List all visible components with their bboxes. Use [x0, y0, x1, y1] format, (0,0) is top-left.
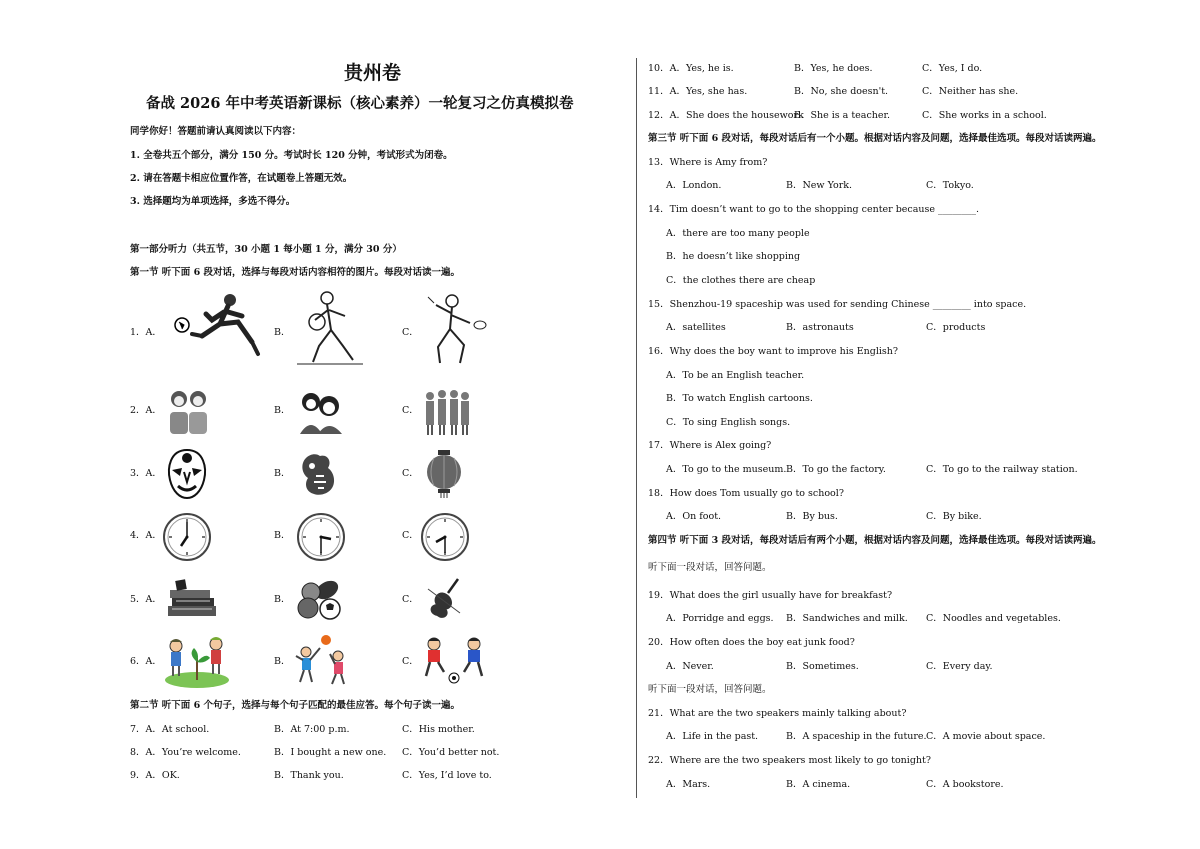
- option-c: C．She works in a school.: [922, 110, 1047, 121]
- option-c: C．To sing English songs.: [666, 417, 791, 428]
- soccer-player-icon: [172, 292, 264, 362]
- page-title: 贵州卷: [344, 62, 402, 84]
- paper-cut-icon: [298, 452, 338, 496]
- option-b: B．Sometimes.: [786, 661, 859, 672]
- balls-icon: [297, 576, 343, 622]
- question-stem: 20．How often does the boy eat junk food?: [648, 637, 855, 648]
- opera-mask-icon: [164, 448, 210, 500]
- question-stem: 14．Tim doesn’t want to go to the shopping center because ________.: [648, 204, 980, 215]
- option-a: A．To be an English teacher.: [666, 370, 805, 381]
- option-a: 8．A．You’re welcome.: [130, 747, 241, 758]
- column-divider: [636, 58, 637, 798]
- question-number: 2．A．: [130, 405, 162, 416]
- option-c: C．Yes, I do.: [922, 63, 983, 74]
- option-a: A．London.: [666, 180, 722, 191]
- lantern-icon: [424, 448, 464, 498]
- option-b: B．A spaceship in the future.: [786, 731, 927, 742]
- option-c: C．Yes, I’d love to.: [402, 770, 492, 781]
- option-c: C．Every day.: [926, 661, 993, 672]
- question-stem: 22．Where are the two speakers most likely to go tonight?: [648, 755, 931, 766]
- option-b: B．To go the factory.: [786, 464, 886, 475]
- option-c: C．the clothes there are cheap: [666, 275, 816, 286]
- option-b: B．Sandwiches and milk.: [786, 613, 908, 624]
- option-b: B．No, she doesn't.: [794, 86, 889, 97]
- option-a: 12．A．She does the housework: [648, 110, 804, 121]
- option-c: C．To go to the railway station.: [926, 464, 1078, 475]
- option-c: C．A bookstore.: [926, 779, 1004, 790]
- option-a: 11．A．Yes, she has.: [648, 86, 748, 97]
- question-stem: 19．What does the girl usually have for breakfast?: [648, 590, 893, 601]
- couple-icon: [165, 386, 213, 434]
- option-a: A．Mars.: [666, 779, 711, 790]
- option-b: B．he doesn’t like shopping: [666, 251, 801, 262]
- clock-eight-icon: [420, 512, 470, 562]
- option-a: 10．A．Yes, he is.: [648, 63, 734, 74]
- option-c: C．products: [926, 322, 986, 333]
- option-b: B．She is a teacher.: [794, 110, 891, 121]
- option-a: A．Porridge and eggs.: [666, 613, 774, 624]
- option-b: B．Yes, he does.: [794, 63, 873, 74]
- option-a: 9．A．OK.: [130, 770, 180, 781]
- option-a: A．Never.: [666, 661, 714, 672]
- option-c: C．You’d better not.: [402, 747, 500, 758]
- option-a: A．On foot.: [666, 511, 722, 522]
- option-c-label: C．: [402, 405, 419, 416]
- question-number: 5．A．: [130, 594, 162, 605]
- clock-seven-icon: [162, 512, 212, 562]
- question-number: 6．A．: [130, 656, 162, 667]
- violin-icon: [426, 577, 462, 621]
- question-stem: 17．Where is Alex going?: [648, 440, 772, 451]
- option-c: C．By bike.: [926, 511, 982, 522]
- question-number: 3．A．: [130, 468, 162, 479]
- option-b: B．To watch English cartoons.: [666, 393, 813, 404]
- couple-portrait-icon: [296, 388, 344, 434]
- question-number: 1．A．: [130, 327, 162, 338]
- family-group-icon: [422, 388, 472, 436]
- option-a: 7．A．At school.: [130, 724, 210, 735]
- clock-three-icon: [296, 512, 346, 562]
- option-b: B．A cinema.: [786, 779, 851, 790]
- section4-heading: 第四节 听下面 3 段对话，每段对话后有两个小题，根据对话内容及问题，选择最佳选项。每段对话读两遍。: [648, 535, 1102, 546]
- option-a: A．there are too many people: [666, 228, 810, 239]
- section2-heading: 第二节 听下面 6 个句子，选择与每个句子匹配的最佳应答。每个句子读一遍。: [130, 700, 461, 711]
- basketball-player-icon: [295, 290, 365, 366]
- option-c: C．Noodles and vegetables.: [926, 613, 1061, 624]
- option-b: B．By bus.: [786, 511, 838, 522]
- option-b-label: B．: [274, 468, 291, 479]
- part1-heading: 第一部分听力（共五节，30 小题 1 每小题 1 分，满分 30 分）: [130, 244, 402, 255]
- option-c-label: C．: [402, 468, 419, 479]
- question-stem: 21．What are the two speakers mainly talking about?: [648, 708, 907, 719]
- instruction-item: 2. 请在答题卡相应位置作答，在试题卷上答题无效。: [130, 173, 353, 184]
- page-subtitle: 备战 2026 年中考英语新课标（核心素养）一轮复习之仿真模拟卷: [146, 95, 574, 112]
- question-number: 4．A．: [130, 530, 162, 541]
- option-b-label: B．: [274, 327, 291, 338]
- option-c: C．Neither has she.: [922, 86, 1019, 97]
- instructions-intro: 同学你好！答题前请认真阅读以下内容：: [130, 126, 302, 137]
- option-c: C．His mother.: [402, 724, 475, 735]
- option-b-label: B．: [274, 656, 291, 667]
- option-a: A．Life in the past.: [666, 731, 759, 742]
- option-b-label: B．: [274, 594, 291, 605]
- option-b-label: B．: [274, 530, 291, 541]
- option-c-label: C．: [402, 530, 419, 541]
- option-a: A．To go to the museum.: [666, 464, 787, 475]
- option-b: B．I bought a new one.: [274, 747, 387, 758]
- option-c-label: C．: [402, 594, 419, 605]
- option-c-label: C．: [402, 656, 419, 667]
- badminton-player-icon: [420, 293, 492, 365]
- question-stem: 15．Shenzhou-19 spaceship was used for sending Chinese ________ into space.: [648, 299, 1027, 310]
- books-icon: [164, 578, 220, 618]
- option-b: B．Thank you.: [274, 770, 344, 781]
- option-b-label: B．: [274, 405, 291, 416]
- section1-heading: 第一节 听下面 6 段对话，选择与每段对话内容相符的图片。每段对话读一遍。: [130, 267, 461, 278]
- option-c: C．A movie about space.: [926, 731, 1046, 742]
- option-b: B．New York.: [786, 180, 853, 191]
- question-stem: 18．How does Tom usually go to school?: [648, 488, 844, 499]
- instruction-item: 1. 全卷共五个部分，满分 150 分。考试时长 120 分钟，考试形式为闭卷。: [130, 150, 453, 161]
- planting-tree-icon: [164, 634, 230, 688]
- question-stem: 13．Where is Amy from?: [648, 157, 768, 168]
- listen-instruction: 听下面一段对话，回答问题。: [648, 562, 772, 573]
- playing-ball-icon: [294, 634, 350, 686]
- instruction-item: 3. 选择题均为单项选择，多选不得分。: [130, 196, 296, 207]
- option-c: C．Tokyo.: [926, 180, 974, 191]
- option-b: B．astronauts: [786, 322, 854, 333]
- option-a: A．satellites: [666, 322, 726, 333]
- listen-instruction: 听下面一段对话，回答问题。: [648, 684, 772, 695]
- question-stem: 16．Why does the boy want to improve his English?: [648, 346, 898, 357]
- playing-soccer-icon: [422, 636, 492, 686]
- option-c-label: C．: [402, 327, 419, 338]
- option-b: B．At 7:00 p.m.: [274, 724, 350, 735]
- section3-heading: 第三节 听下面 6 段对话，每段对话后有一个小题。根据对话内容及问题，选择最佳选项。每段对话读两遍。: [648, 133, 1102, 144]
